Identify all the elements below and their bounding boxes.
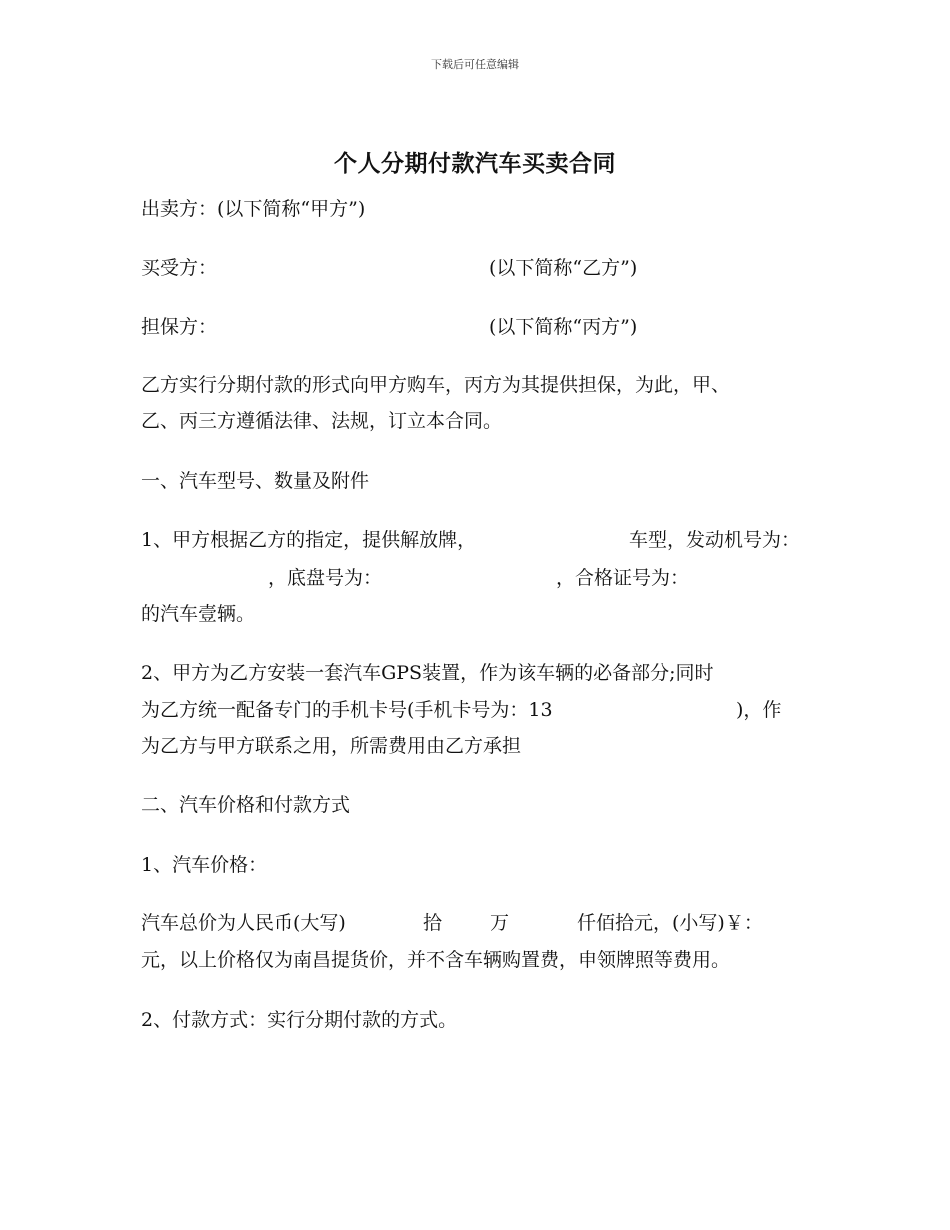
price-part-3: 万 [490, 912, 510, 934]
price-part-2: 拾 [423, 912, 443, 934]
buyer-suffix: (以下简称“乙方”) [489, 257, 638, 279]
clause-2-2: 2、付款方式：实行分期付款的方式。 [141, 1009, 458, 1031]
section-2-heading: 二、汽车价格和付款方式 [141, 794, 351, 816]
seller-line: 出卖方：(以下简称“甲方”) [141, 198, 366, 220]
price-line-2: 元，以上价格仅为南昌提货价，并不含车辆购置费，申领牌照等费用。 [141, 949, 731, 971]
clause-1-2-line-2a: 为乙方统一配备专门的手机卡号(手机卡号为：13 [141, 699, 553, 721]
intro-line-2: 乙、丙三方遵循法律、法规，订立本合同。 [141, 410, 503, 432]
clause-1-1-part-1: 1、甲方根据乙方的指定，提供解放牌， [141, 529, 477, 551]
clause-2-1: 1、汽车价格： [141, 854, 268, 876]
guarantor-suffix: (以下简称“丙方”) [489, 316, 638, 338]
intro-line-1: 乙方实行分期付款的形式向甲方购车，丙方为其提供担保，为此，甲、 [141, 374, 731, 396]
clause-1-1-part-5: 的汽车壹辆。 [141, 603, 256, 625]
clause-1-1-part-3: ，底盘号为： [268, 567, 383, 589]
buyer-label: 买受方： [141, 257, 218, 279]
clause-1-2-line-2b: )，作 [736, 699, 782, 721]
price-part-4: 仟佰拾元，(小写)￥： [577, 912, 763, 934]
clause-1-2-line-3: 为乙方与甲方联系之用，所需费用由乙方承担 [141, 735, 522, 757]
price-part-1: 汽车总价为人民币(大写) [141, 912, 346, 934]
header-note: 下载后可任意编辑 [431, 58, 519, 71]
document-title: 个人分期付款汽车买卖合同 [334, 150, 616, 177]
clause-1-2-line-1: 2、甲方为乙方安装一套汽车GPS装置，作为该车辆的必备部分;同时 [141, 662, 714, 684]
clause-1-1-part-4: ，合格证号为： [556, 567, 690, 589]
guarantor-label: 担保方： [141, 316, 218, 338]
section-1-heading: 一、汽车型号、数量及附件 [141, 470, 370, 492]
clause-1-1-part-2: 车型，发动机号为： [629, 529, 801, 551]
